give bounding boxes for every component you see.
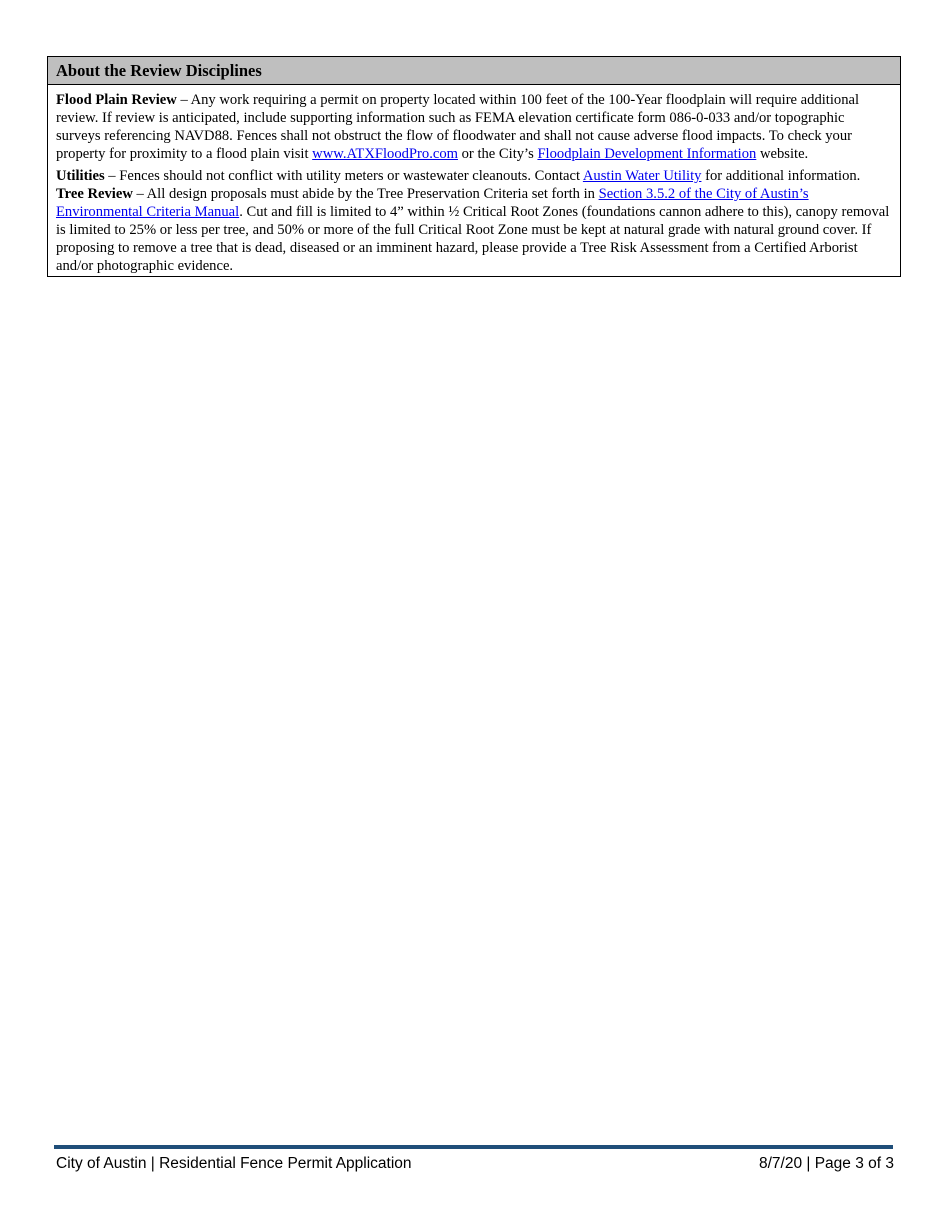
footer-document-title: City of Austin | Residential Fence Permit Application bbox=[56, 1155, 412, 1172]
tree-review-paragraph bbox=[56, 185, 892, 275]
flood-plain-lead: Flood Plain Review bbox=[56, 92, 177, 108]
flood-plain-text-2: or the City’s bbox=[457, 146, 538, 162]
flood-plain-text-1: – Any work requiring a permit on property located within 100 feet of the 100-Year floodplain will require additional review. If review is anticipated, include supporting information such as FEMA elevation certificate form 086-0-033 and/or topographic surveys referencing NAVD88. Fences shall not obstruct the flow of floodwater and shall not cause adverse flood impacts. To check your property for proximity to a flood plain visit bbox=[56, 92, 860, 162]
flood-plain-paragraph bbox=[56, 91, 892, 163]
flood-plain-text-3: website. bbox=[756, 146, 809, 162]
footer-divider bbox=[54, 1145, 893, 1149]
utilities-text-2: for additional information. bbox=[701, 168, 861, 184]
section-title: About the Review Disciplines bbox=[48, 57, 900, 85]
tree-review-text-2: . Cut and fill is limited to 4” within ½ Critical Root Zones (foundations cannon adhere to this), canopy removal is limited to 25% or less per tree, and 50% or more of the full Critical Root Zone must be kept at natural grade with natural ground cover. If proposing to remove a tree that is dead, diseased or an imminent hazard, please provide a Tree Risk Assessment from a Certified Arborist and/or photographic evidence. bbox=[56, 204, 890, 274]
atxfloodpro-link[interactable]: www.ATXFloodPro.com bbox=[312, 146, 458, 162]
floodplain-development-link[interactable]: Floodplain Development Information bbox=[537, 146, 757, 162]
footer-page-info: 8/7/20 | Page 3 of 3 bbox=[758, 1155, 894, 1172]
tree-review-text-1: – All design proposals must abide by the Tree Preservation Criteria set forth in bbox=[132, 186, 599, 202]
tree-review-lead: Tree Review bbox=[56, 186, 133, 202]
utilities-lead: Utilities bbox=[56, 168, 105, 184]
section-body bbox=[48, 85, 900, 276]
utilities-paragraph bbox=[56, 167, 892, 185]
environmental-criteria-manual-link[interactable]: Section 3.5.2 of the City of Austin’s Environmental Criteria Manual bbox=[56, 186, 809, 220]
utilities-text-1: – Fences should not conflict with utility meters or wastewater cleanouts. Contact bbox=[104, 168, 583, 184]
review-disciplines-box bbox=[47, 56, 901, 277]
austin-water-utility-link[interactable]: Austin Water Utility bbox=[582, 168, 702, 184]
